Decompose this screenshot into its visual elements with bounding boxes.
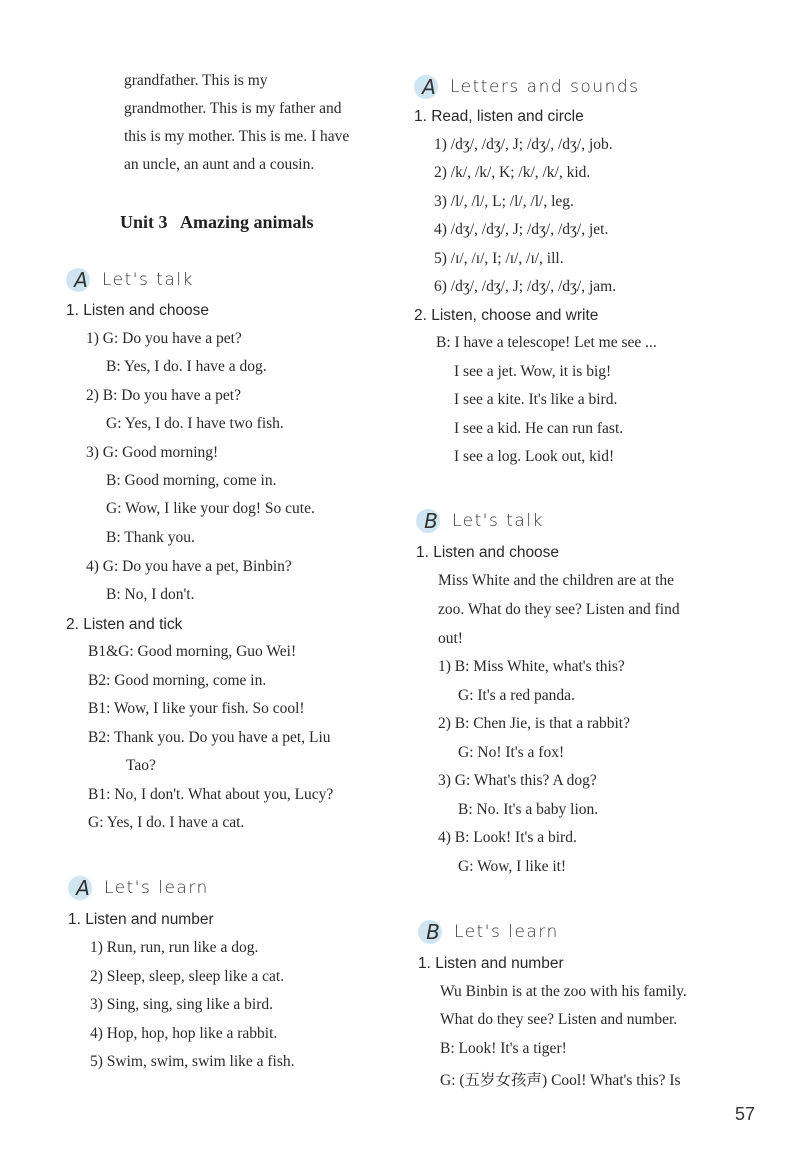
list-line: 2) Sleep, sleep, sleep like a cat. [90,968,285,985]
dialogue-line: B: Good morning, come in. [106,472,277,489]
dialogue-line: I see a log. Look out, kid! [454,448,615,465]
section-heading-letters-and-sounds [418,72,640,102]
section-letter: A [74,268,88,292]
dialogue-line: B: No. It's a baby lion. [458,801,599,818]
exercise-title: 1. Listen and number [418,955,564,972]
section-letter: A [422,75,436,99]
intro-line: out! [438,630,463,647]
section-heading-lets-learn-a [72,873,209,903]
dialogue-line: B: I have a telescope! Let me see ... [436,334,657,351]
intro-line: zoo. What do they see? Listen and find [438,601,680,618]
phonics-line: 1) /dʒ/, /dʒ/, J; /dʒ/, /dʒ/, job. [434,136,613,153]
section-title: Let's talk [102,270,194,290]
dialogue-line: G: No! It's a fox! [458,744,565,761]
dialogue-line: 2) B: Chen Jie, is that a rabbit? [438,715,630,732]
intro-line: grandfather. This is my [124,72,268,89]
section-letter: B [424,509,438,533]
intro-line: Miss White and the children are at the [438,572,675,589]
dialogue-line: B1: Wow, I like your fish. So cool! [88,700,305,717]
list-line: 1) Run, run, run like a dog. [90,939,259,956]
dialogue-line: 1) B: Miss White, what's this? [438,658,625,675]
intro-line: Wu Binbin is at the zoo with his family. [440,983,687,1000]
phonics-line: 3) /l/, /l/, L; /l/, /l/, leg. [434,193,574,210]
dialogue-line: B: Look! It's a tiger! [440,1040,567,1057]
dialogue-line: B: Yes, I do. I have a dog. [106,358,267,375]
dialogue-line: B2: Thank you. Do you have a pet, Liu [88,729,331,746]
dialogue-line: B1&G: Good morning, Guo Wei! [88,643,297,660]
section-heading-lets-talk-b [420,506,544,536]
section-title: Let's talk [452,511,544,531]
exercise-title: 1. Listen and number [68,911,214,928]
dialogue-line: 2) B: Do you have a pet? [86,387,241,404]
exercise-title: 2. Listen and tick [66,616,183,633]
exercise-title: 1. Listen and choose [66,302,210,319]
section-heading-lets-talk-a [70,265,194,295]
dialogue-line: G: Wow, I like your dog! So cute. [106,500,315,517]
dialogue-line: G: Yes, I do. I have two fish. [106,415,284,432]
exercise-title: 2. Listen, choose and write [414,307,599,324]
section-letter: B [426,920,440,944]
phonics-line: 6) /dʒ/, /dʒ/, J; /dʒ/, /dʒ/, jam. [434,278,617,295]
unit-title: Unit 3 Amazing animals [120,212,314,232]
dialogue-line: 3) G: What's this? A dog? [438,772,597,789]
dialogue-line: B1: No, I don't. What about you, Lucy? [88,786,334,803]
dialogue-line: B2: Good morning, come in. [88,672,267,689]
dialogue-line: I see a kite. It's like a bird. [454,391,618,408]
phonics-line: 4) /dʒ/, /dʒ/, J; /dʒ/, /dʒ/, jet. [434,221,609,238]
page-number: 57 [735,1104,756,1124]
phonics-line: 2) /k/, /k/, K; /k/, /k/, kid. [434,164,591,181]
dialogue-line: G: Wow, I like it! [458,858,567,875]
dialogue-line: I see a kid. He can run fast. [454,420,624,437]
dialogue-line: I see a jet. Wow, it is big! [454,363,612,380]
section-heading-lets-learn-b [422,917,559,947]
dialogue-line: B: No, I don't. [106,586,195,603]
dialogue-line: G: It's a red panda. [458,687,575,704]
section-title: Letters and sounds [450,77,640,97]
dialogue-line: 1) G: Do you have a pet? [86,330,242,347]
intro-line: an uncle, an aunt and a cousin. [124,156,315,173]
dialogue-line: B: Thank you. [106,529,195,546]
section-title: Let's learn [104,878,209,898]
intro-line: grandmother. This is my father and [124,100,342,117]
phonics-line: 5) /ɪ/, /ɪ/, I; /ɪ/, /ɪ/, ill. [434,250,564,267]
dialogue-line: 4) G: Do you have a pet, Binbin? [86,558,292,575]
list-line: 3) Sing, sing, sing like a bird. [90,996,273,1013]
exercise-title: 1. Read, listen and circle [414,108,584,125]
dialogue-line: Tao? [126,757,156,774]
list-line: 4) Hop, hop, hop like a rabbit. [90,1025,278,1042]
intro-line: What do they see? Listen and number. [440,1011,678,1028]
dialogue-line: 4) B: Look! It's a bird. [438,829,577,846]
dialogue-line: 3) G: Good morning! [86,444,219,461]
exercise-title: 1. Listen and choose [416,544,560,561]
section-letter: A [76,876,90,900]
dialogue-line: G: (五岁女孩声) Cool! What's this? Is [440,1072,681,1089]
section-title: Let's learn [454,922,559,942]
list-line: 5) Swim, swim, swim like a fish. [90,1053,295,1070]
dialogue-line: G: Yes, I do. I have a cat. [88,814,245,831]
intro-line: this is my mother. This is me. I have [124,128,350,145]
